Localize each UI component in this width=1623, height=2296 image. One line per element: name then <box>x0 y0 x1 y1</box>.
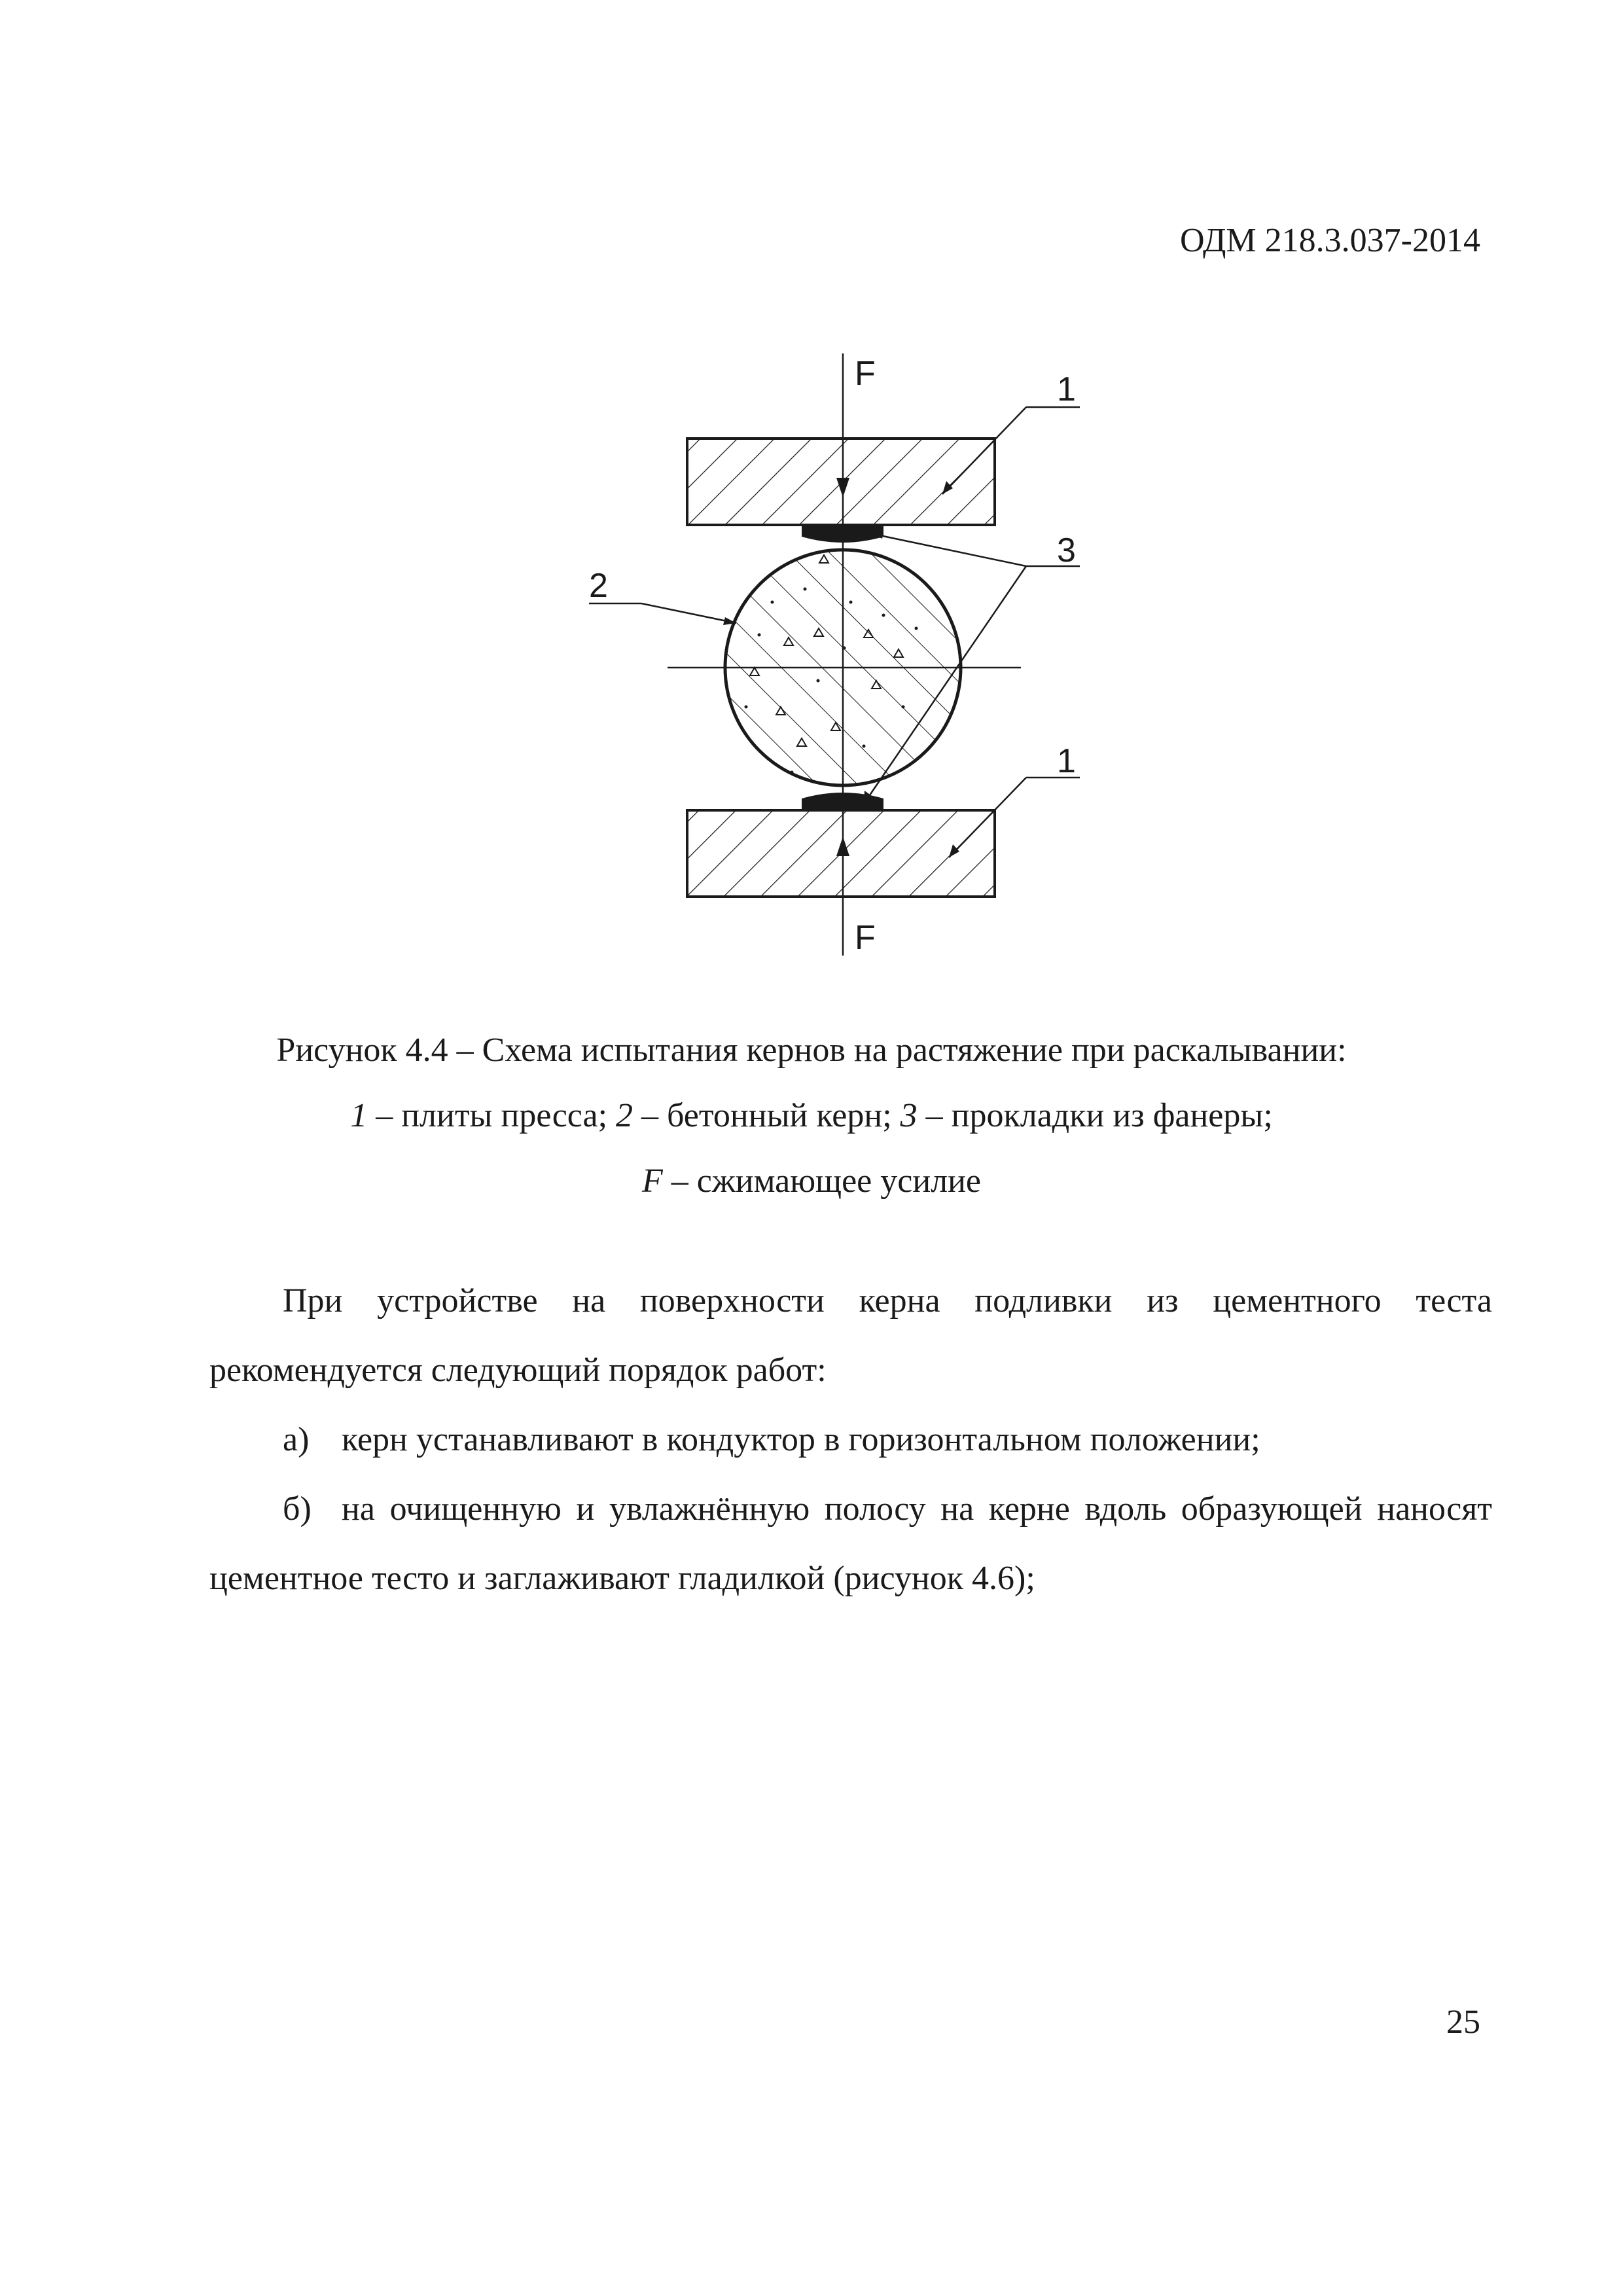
legend-force-text: – сжимающее усилие <box>662 1162 982 1200</box>
legend-text-2: – бетонный керн; <box>633 1097 901 1134</box>
core-label: 2 <box>589 567 608 605</box>
force-label-top: F <box>855 355 876 393</box>
list-item-text: на очищенную и увлажнённую полосу на керне вдоль образующей наносят цементное тесто и заглаживают гладилкой (рисунок 4.6); <box>209 1490 1492 1597</box>
caption-legend <box>196 1083 1427 1149</box>
force-label-bottom: F <box>855 919 876 957</box>
caption-title: Рисунок 4.4 – Схема испытания кернов на растяжение при раскалывании: <box>276 1031 1347 1069</box>
test-scheme-drawing <box>576 340 1165 969</box>
legend-text-1: – плиты пресса; <box>367 1097 616 1134</box>
document-code: ОДМ 218.3.037-2014 <box>1180 222 1480 259</box>
list-item <box>209 1475 1492 1613</box>
page-number: 25 <box>1446 2003 1480 2041</box>
caption-force-legend <box>196 1149 1427 1214</box>
plate-label-top: 1 <box>1057 370 1076 408</box>
legend-text-3: – прокладки из фанеры; <box>917 1097 1273 1134</box>
list-marker: а) <box>283 1421 310 1458</box>
list-item <box>209 1405 1492 1475</box>
body-paragraph: При устройстве на поверхности керна подливки из цементного теста рекомендуется следующий порядок работ: <box>209 1282 1492 1389</box>
list-item-text: керн устанавливают в кондуктор в горизонтальном положении; <box>342 1421 1260 1458</box>
test-scheme-figure <box>576 340 1165 969</box>
plate-label-bottom: 1 <box>1057 742 1076 780</box>
legend-num-3: 3 <box>900 1097 918 1134</box>
legend-num-1: 1 <box>350 1097 368 1134</box>
legend-force-symbol: F <box>641 1162 663 1200</box>
pads-label: 3 <box>1057 531 1076 569</box>
body-text <box>209 1266 1492 1613</box>
list-marker: б) <box>283 1490 312 1528</box>
legend-num-2: 2 <box>616 1097 633 1134</box>
figure-caption <box>196 1018 1427 1214</box>
